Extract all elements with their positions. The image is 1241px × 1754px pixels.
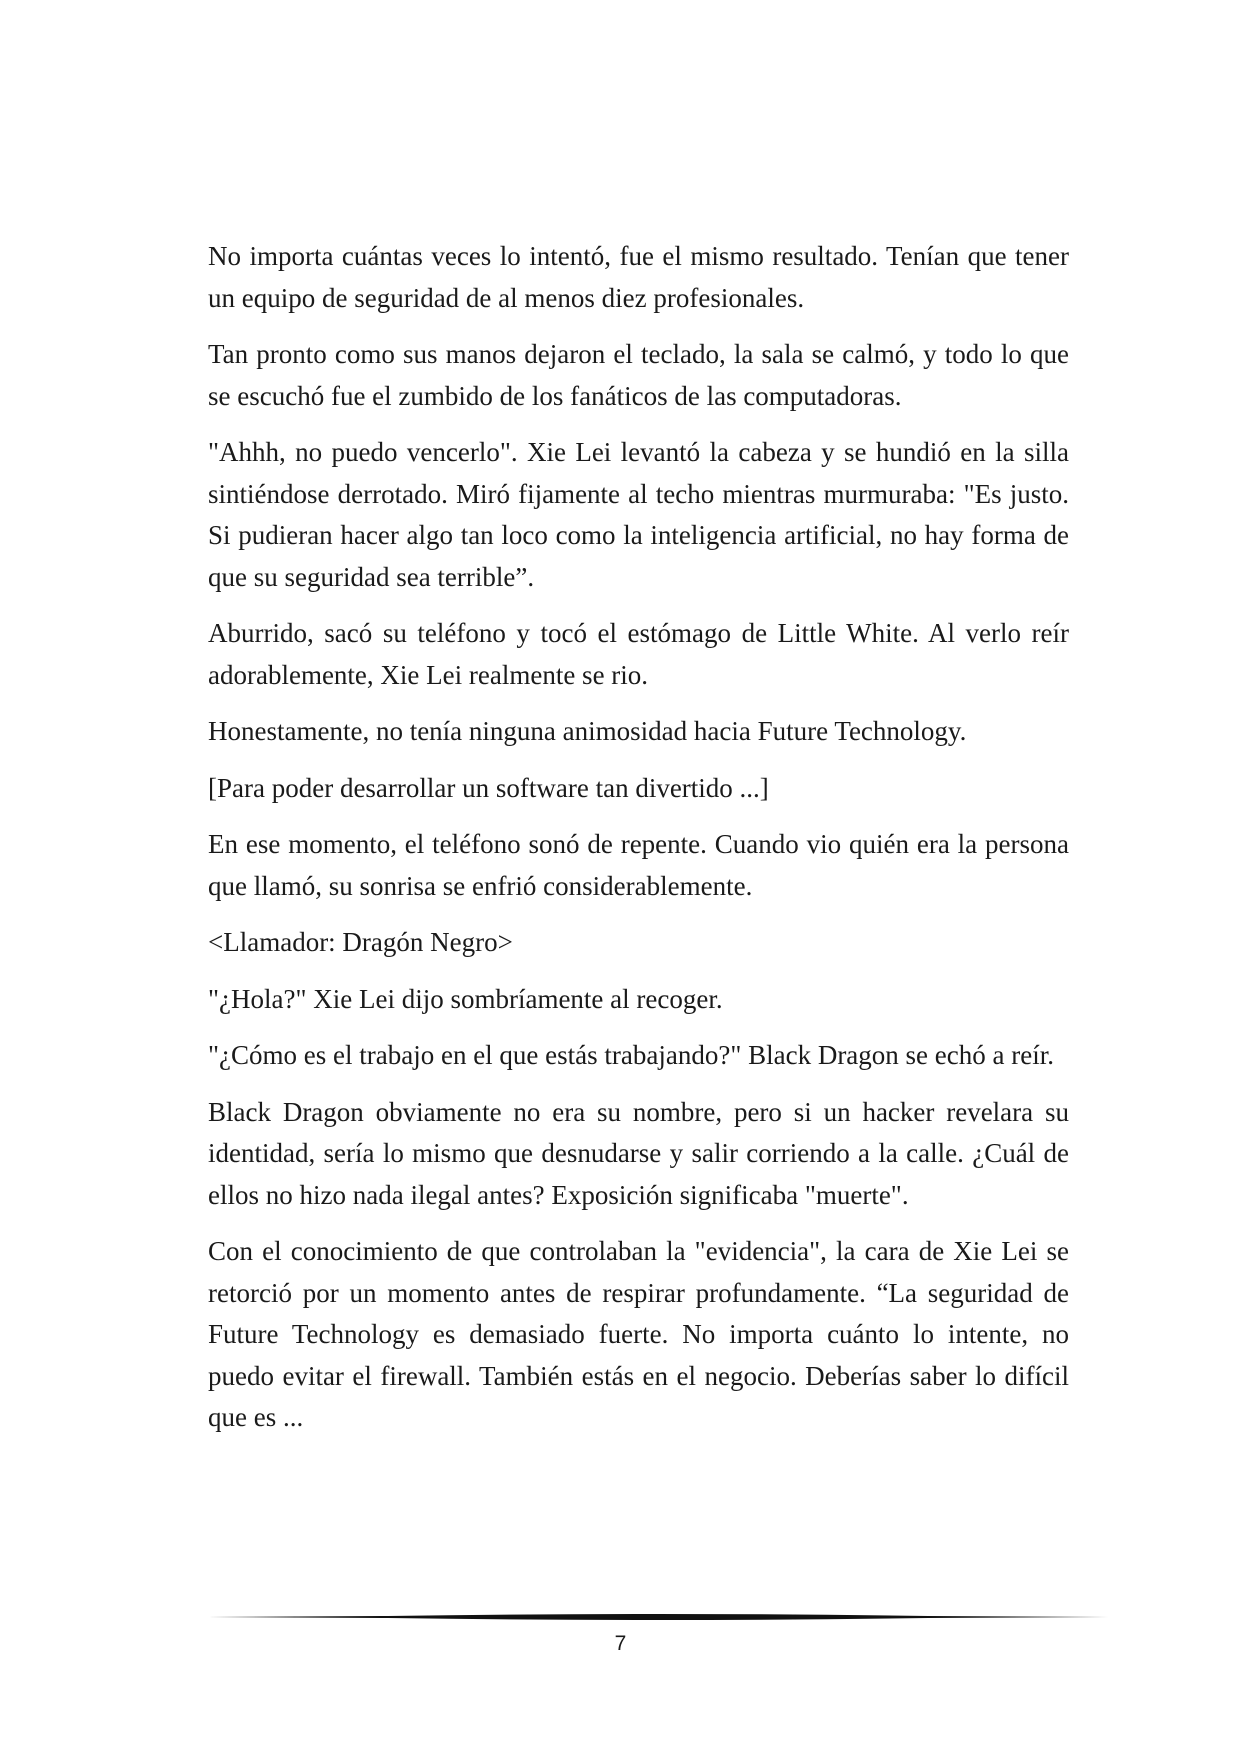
paragraph: "Ahhh, no puedo vencerlo". Xie Lei levantó la cabeza y se hundió en la silla sintiéndose derrotado. Miró fijamente al techo mientras murmuraba: "Es justo. Si pudieran hacer algo tan loco como la inteligencia artificial, no hay forma de que su seguridad sea terrible”. bbox=[208, 437, 1069, 592]
paragraph: Tan pronto como sus manos dejaron el teclado, la sala se calmó, y todo lo que se escuchó fue el zumbido de los fanáticos de las computadoras. bbox=[208, 339, 1069, 411]
page-number: 7 bbox=[614, 1632, 627, 1655]
paragraph: No importa cuántas veces lo intentó, fue el mismo resultado. Tenían que tener un equipo de seguridad de al menos diez profesionales. bbox=[208, 241, 1069, 313]
paragraph: Black Dragon obviamente no era su nombre, pero si un hacker revelara su identidad, sería lo mismo que desnudarse y salir corriendo a la calle. ¿Cuál de ellos no hizo nada ilegal antes? Exposición significaba "muerte". bbox=[208, 1096, 1069, 1210]
paragraph: <Llamador: Dragón Negro> bbox=[208, 927, 513, 957]
text-body bbox=[208, 236, 1069, 1454]
paragraph: Aburrido, sacó su teléfono y tocó el estómago de Little White. Al verlo reír adorablemente, Xie Lei realmente se rio. bbox=[208, 618, 1069, 690]
paragraph: Honestamente, no tenía ninguna animosidad hacia Future Technology. bbox=[208, 716, 967, 746]
paragraph: Con el conocimiento de que controlaban la "evidencia", la cara de Xie Lei se retorció por un momento antes de respirar profundamente. “La seguridad de Future Technology es demasiado fuerte. No importa cuánto lo intente, no puedo evitar el firewall. También estás en el negocio. Deberías saber lo difícil que es ... bbox=[208, 1236, 1069, 1432]
paragraph: "¿Cómo es el trabajo en el que estás trabajando?" Black Dragon se echó a reír. bbox=[208, 1040, 1054, 1070]
footer-divider bbox=[208, 1612, 1108, 1622]
paragraph: [Para poder desarrollar un software tan divertido ...] bbox=[208, 772, 769, 803]
paragraph: "¿Hola?" Xie Lei dijo sombríamente al recoger. bbox=[208, 983, 723, 1014]
paragraph: En ese momento, el teléfono sonó de repente. Cuando vio quién era la persona que llamó, su sonrisa se enfrió considerablemente. bbox=[208, 829, 1069, 901]
